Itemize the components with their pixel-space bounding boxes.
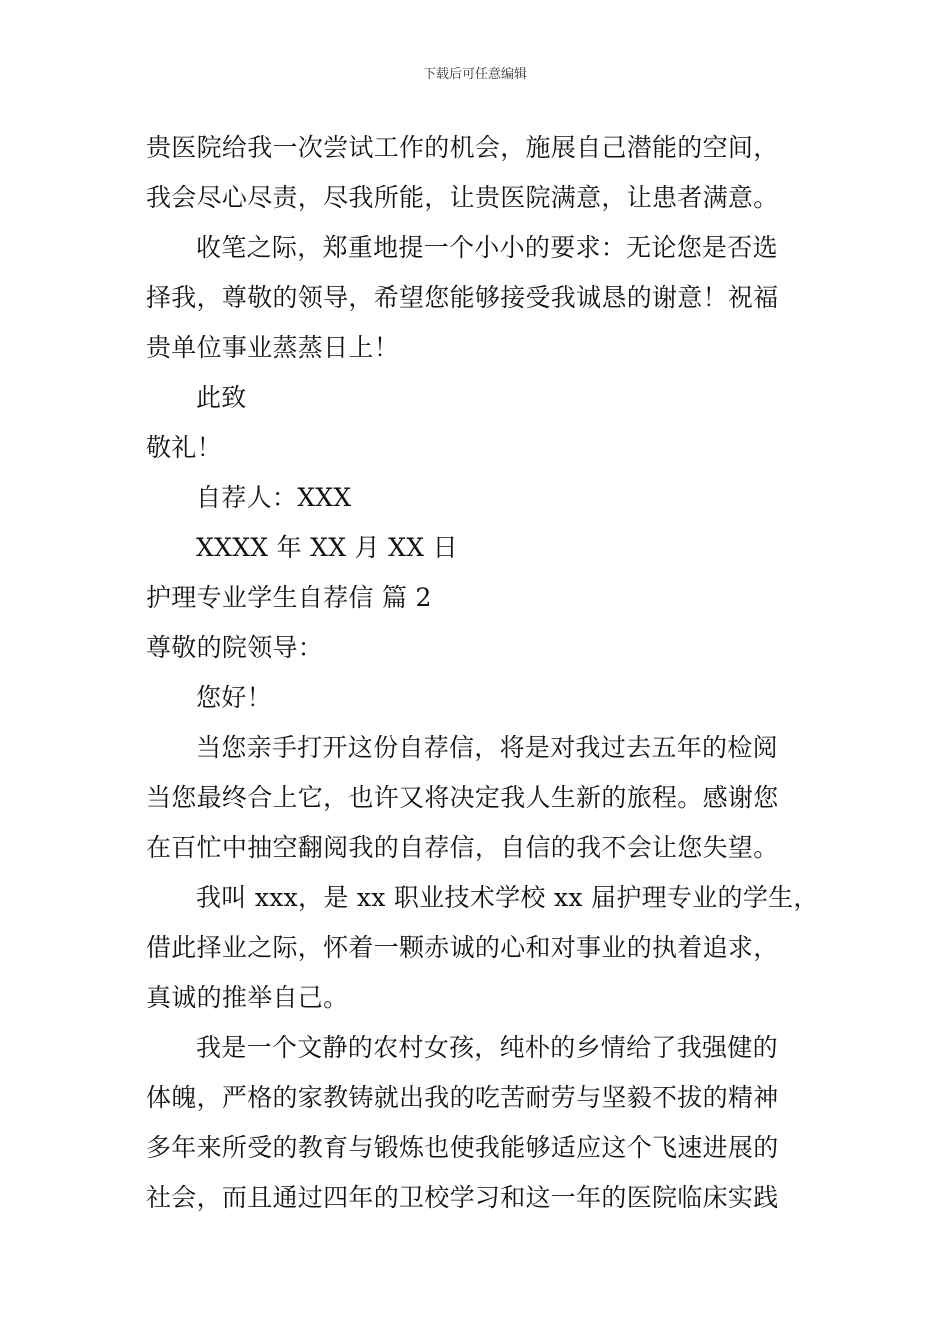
text-line: 敬礼！ [146, 433, 222, 462]
text-line: 自荐人：XXX [196, 483, 352, 512]
text-line: 我叫 xxx，是 xx 职业技术学校 xx 届护理专业的学生， [196, 883, 819, 912]
text-line: 贵医院给我一次尝试工作的机会，施展自己潜能的空间， [146, 133, 779, 162]
text-line: 真诚的推举自己。 [146, 983, 349, 1012]
greeting: 您好！ [196, 683, 272, 712]
salutation: 尊敬的院领导： [146, 633, 324, 662]
text-line: XXXX 年 XX 月 XX 日 [196, 533, 458, 562]
text-line: 此致 [196, 383, 247, 412]
text-line: 贵单位事业蒸蒸日上！ [146, 333, 400, 362]
text-line: 当您亲手打开这份自荐信，将是对我过去五年的检阅 [196, 733, 778, 762]
text-line: 收笔之际，郑重地提一个小小的要求：无论您是否选 [196, 233, 778, 262]
text-line: 多年来所受的教育与锻炼也使我能够适应这个飞速进展的 [146, 1133, 779, 1162]
page-header: 下载后可任意编辑 [422, 67, 527, 82]
text-line: 体魄，严格的家教铸就出我的吃苦耐劳与坚毅不拔的精神 [146, 1083, 779, 1112]
text-line: 择我，尊敬的领导，希望您能够接受我诚恳的谢意！祝福 [146, 283, 779, 312]
text-line: 我是一个文静的农村女孩，纯朴的乡情给了我强健的 [196, 1033, 778, 1062]
text-line: 我会尽心尽责，尽我所能，让贵医院满意，让患者满意。 [146, 183, 779, 212]
text-line: 社会，而且通过四年的卫校学习和这一年的医院临床实践 [146, 1183, 779, 1212]
section-title: 护理专业学生自荐信 篇 2 [146, 583, 432, 612]
text-line: 借此择业之际，怀着一颗赤诚的心和对事业的执着追求， [146, 933, 779, 962]
text-line: 当您最终合上它，也许又将决定我人生新的旅程。感谢您 [146, 783, 779, 812]
text-line: 在百忙中抽空翻阅我的自荐信，自信的我不会让您失望。 [146, 833, 779, 862]
